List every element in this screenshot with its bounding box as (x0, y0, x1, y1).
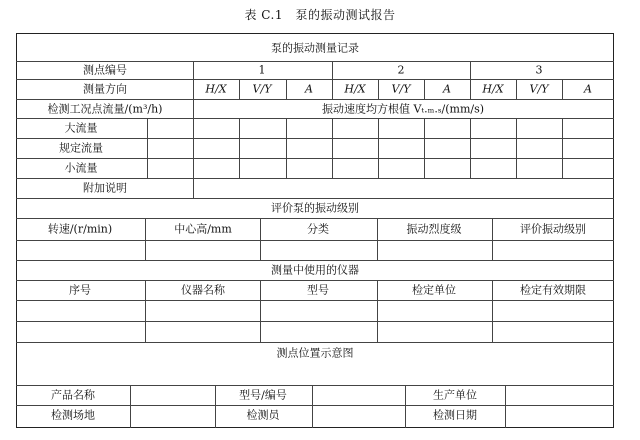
rule (16, 240, 614, 241)
rule (130, 385, 131, 428)
section-title-vibration-record: 泵的振动测量记录 (271, 41, 359, 55)
header-speed: 转速/(r/min) (47, 222, 113, 236)
flow-label: 检测工况点流量/(m³/h) (47, 102, 163, 116)
row-label-low-flow: 小流量 (64, 161, 98, 175)
point-number-3: 3 (535, 63, 543, 77)
direction-label: 测量方向 (83, 82, 127, 96)
rule (377, 280, 378, 342)
header-calibration-validity: 检定有效期限 (520, 283, 586, 297)
rule (312, 385, 313, 428)
rule (215, 385, 216, 428)
rule (16, 79, 614, 80)
rule (332, 61, 333, 99)
direction-vy: V/Y (529, 82, 549, 96)
rule (377, 218, 378, 260)
rule (562, 79, 563, 99)
point-number-2: 2 (397, 63, 405, 77)
rule (470, 118, 471, 178)
rule (16, 198, 614, 199)
rule (239, 79, 240, 99)
direction-a: A (584, 82, 592, 96)
rule (16, 260, 614, 261)
rule (145, 280, 146, 342)
footer-manufacturer: 生产单位 (433, 388, 477, 402)
footer-test-date: 检测日期 (433, 408, 477, 422)
point-number-label: 测点编号 (83, 63, 127, 77)
direction-hx: H/X (344, 82, 366, 96)
direction-hx: H/X (482, 82, 504, 96)
rule (16, 178, 614, 179)
row-label-rated-flow: 规定流量 (59, 141, 103, 155)
section-title-point-diagram: 测点位置示意图 (276, 346, 354, 360)
rule (147, 118, 148, 178)
point-number-1: 1 (258, 63, 266, 77)
velocity-label: 振动速度均方根值 Vₜ.ₘ.ₛ/(mm/s) (321, 102, 485, 116)
direction-hx: H/X (205, 82, 227, 96)
rule (239, 118, 240, 178)
rule (193, 61, 194, 178)
rule (378, 79, 379, 99)
rule (145, 218, 146, 260)
footer-test-site: 检测场地 (51, 408, 95, 422)
header-model: 型号 (307, 283, 329, 297)
rule (516, 118, 517, 178)
rule (193, 178, 194, 198)
rule (16, 300, 614, 301)
direction-vy: V/Y (391, 82, 411, 96)
footer-model-number: 型号/编号 (239, 388, 287, 402)
rule (492, 280, 493, 342)
header-instrument-name: 仪器名称 (181, 283, 225, 297)
rule (16, 138, 614, 139)
rule (378, 118, 379, 178)
header-classification: 分类 (307, 222, 329, 236)
rule (562, 118, 563, 178)
header-severity-grade: 振动烈度级 (406, 222, 462, 236)
note-label: 附加说明 (83, 181, 127, 195)
rule (16, 342, 614, 343)
header-serial-no: 序号 (69, 283, 91, 297)
rule (470, 61, 471, 99)
section-title-instruments: 测量中使用的仪器 (271, 263, 359, 277)
rule (16, 321, 614, 322)
table-caption: 表 C.1 泵的振动测试报告 (244, 8, 396, 22)
rule (332, 118, 333, 178)
rule (260, 280, 261, 342)
rule (16, 99, 614, 100)
rule (286, 118, 287, 178)
direction-a: A (305, 82, 313, 96)
footer-product-name: 产品名称 (51, 388, 95, 402)
rule (16, 385, 614, 386)
header-center-height: 中心高/mm (174, 222, 232, 236)
direction-vy: V/Y (252, 82, 272, 96)
direction-a: A (443, 82, 451, 96)
section-title-vibration-grade: 评价泵的振动级别 (271, 201, 359, 215)
rule (16, 218, 614, 219)
rule (286, 79, 287, 99)
rule (516, 79, 517, 99)
rule (505, 385, 506, 428)
rule (16, 118, 614, 119)
rule (16, 61, 614, 62)
rule (405, 385, 406, 428)
rule (492, 218, 493, 260)
row-label-high-flow: 大流量 (64, 121, 98, 135)
header-calibration-unit: 检定单位 (412, 283, 456, 297)
footer-inspector: 检测员 (246, 408, 280, 422)
rule (260, 218, 261, 260)
rule (16, 158, 614, 159)
rule (16, 405, 614, 406)
header-evaluation-grade: 评价振动级别 (520, 222, 586, 236)
rule (16, 280, 614, 281)
rule (424, 79, 425, 99)
rule (424, 118, 425, 178)
